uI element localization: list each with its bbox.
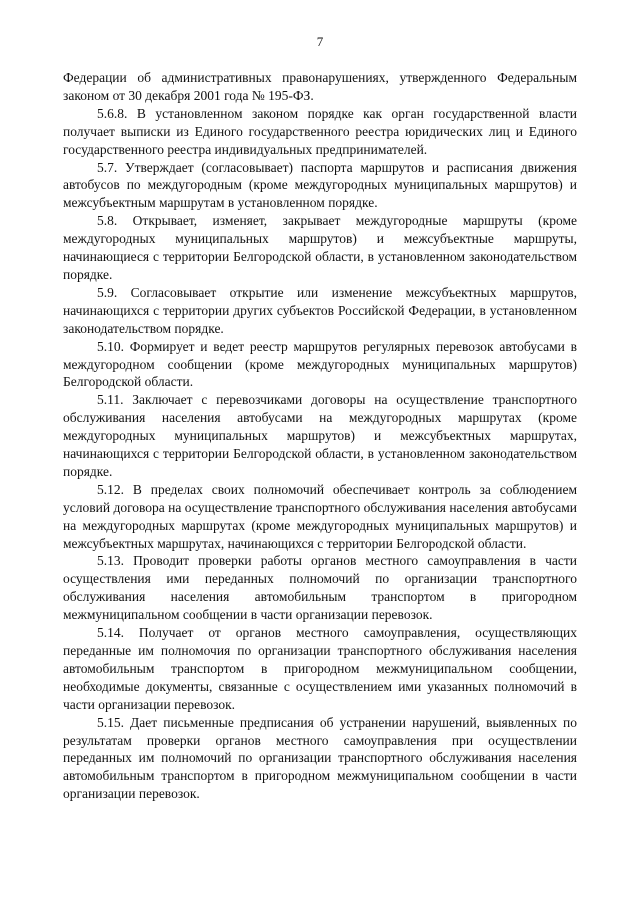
paragraph-5-13: 5.13. Проводит проверки работы органов местного самоуправления в части осуществления ими переданных полномочий по организации транспортного обслуживания населения автомобильным транспортом в пригородном межмуниципальном сообщении в части организации перевозок. (63, 553, 577, 623)
paragraph-5-10: 5.10. Формирует и ведет реестр маршрутов регулярных перевозок автобусами в междугородном сообщении (кроме междугородных муниципальных маршрутов) Белгородской области. (63, 338, 577, 390)
paragraph-5-9: 5.9. Согласовывает открытие или изменение межсубъектных маршрутов, начинающихся с территории других субъектов Российской Федерации, в установленном законодательством порядке. (63, 284, 577, 336)
paragraph-5-12: 5.12. В пределах своих полномочий обеспечивает контроль за соблюдением условий договора на осуществление транспортного обслуживания населения автобусами на междугородных маршрутах (кроме междугородных муниципальных маршрутов) и межсубъектных маршрутах, начинающихся с территории Белгородской области. (63, 481, 577, 551)
paragraph-continuation: Федерации об административных правонарушениях, утвержденного Федеральным законом от 30 декабря 2001 года № 195-ФЗ. (63, 70, 577, 103)
paragraph-5-15: 5.15. Дает письменные предписания об устранении нарушений, выявленных по результатам проверки органов местного самоуправления при осуществлении переданных им полномочий по организации транспортного обслуживания населения автомобильным транспортом в пригородном межмуниципальном сообщении в части организации перевозок. (63, 714, 577, 802)
paragraph-5-7: 5.7. Утверждает (согласовывает) паспорта маршрутов и расписания движения автобусов по междугородным (кроме междугородных муниципальных маршрутов) и межсубъектным маршрутам в установленном порядке. (63, 159, 577, 211)
paragraph-5-14: 5.14. Получает от органов местного самоуправления, осуществляющих переданные им полномочия по организации транспортного обслуживания населения автомобильным транспортом в пригородном межмуниципальном сообщении, необходимые документы, связанные с осуществлением ими указанных полномочий в части организации перевозок. (63, 625, 577, 712)
document-body (63, 69, 577, 803)
paragraph-5-8: 5.8. Открывает, изменяет, закрывает междугородные маршруты (кроме междугородных муниципальных маршрутов) и межсубъектные маршруты, начинающиеся с территории Белгородской области, в установленном законодательством порядке. (63, 213, 577, 282)
paragraph-5-11: 5.11. Заключает с перевозчиками договоры на осуществление транспортного обслуживания населения автобусами на междугородных маршрутах (кроме междугородных муниципальных маршрутов) и межсубъектных маршрутах, начинающихся с территории Белгородской области, в установленном законодательством порядке. (63, 392, 577, 479)
page-number: 7 (316, 34, 324, 49)
paragraph-5-6-8: 5.6.8. В установленном законом порядке как орган государственной власти получает выписки из Единого государственного реестра юридических лиц и Единого государственного реестра индивидуальных предпринимателей. (63, 105, 577, 157)
